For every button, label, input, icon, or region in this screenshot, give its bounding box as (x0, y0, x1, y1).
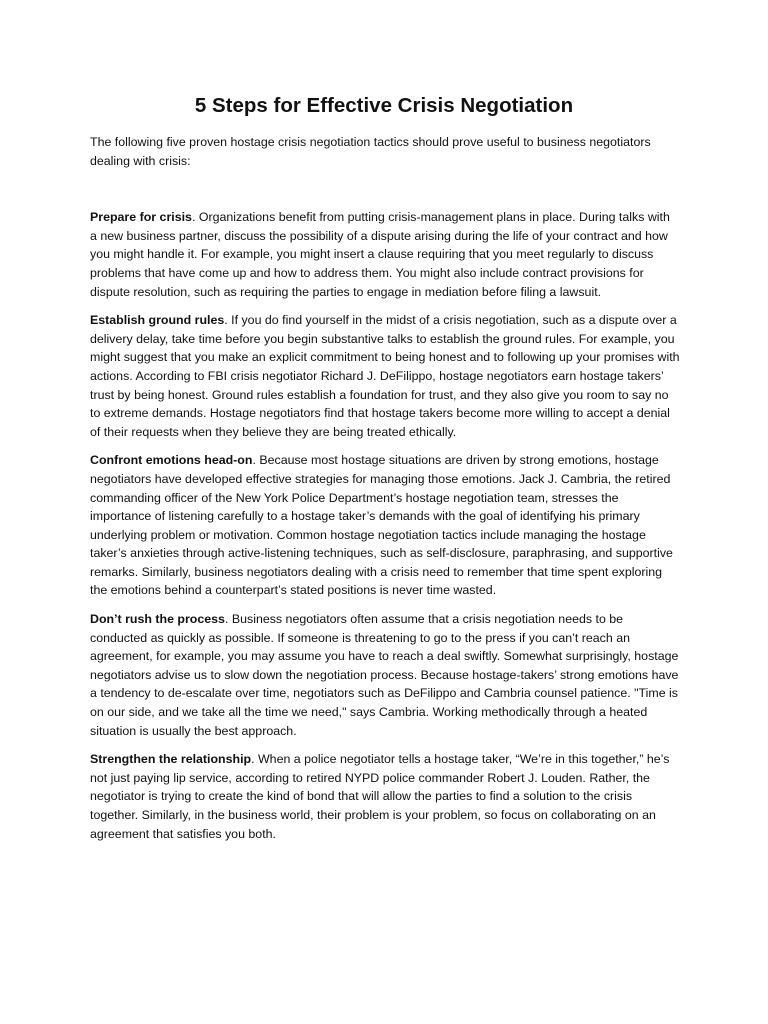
intro-paragraph: The following five proven hostage crisis negotiation tactics should prove useful to business negotiators dealing with crisis: (90, 135, 651, 168)
section-body: . When a police negotiator tells a hostage taker, “We’re in this together,” he’s not just paying lip service, according to retired NYPD police commander Robert J. Louden. Rather, the negotiator is trying to create the kind of bond that will allow the parties to find a solution to the crisis together. Similarly, in the business world, their problem is your problem, so focus on collaborating on an agreement that satisfies you both. (90, 752, 670, 841)
section-heading: Don’t rush the process (90, 612, 225, 627)
section-heading: Establish ground rules (90, 313, 225, 328)
document-title: 5 Steps for Effective Crisis Negotiation (194, 94, 574, 117)
section-body: . Because most hostage situations are driven by strong emotions, hostage negotiators have developed effective strategies for managing those emotions. Jack J. Cambria, the retired commanding officer of the New York Police Department’s hostage negotiation team, stresses the importance of listening carefully to a hostage taker’s demands with the goal of identifying his primary underlying problem or motivation. Common hostage negotiation tactics include managing the hostage taker’s anxieties through active-listening techniques, such as self-disclosure, paraphrasing, and supportive remarks. Similarly, business negotiators dealing with a crisis need to remember that time spent exploring the emotions behind a counterpart’s stated positions is never time wasted. (90, 453, 673, 598)
document-body (90, 133, 680, 853)
section-heading: Prepare for crisis (90, 210, 192, 225)
section-strengthen-the-relationship (90, 750, 680, 843)
section-heading: Strengthen the relationship (90, 752, 252, 767)
section-dont-rush-the-process (90, 610, 680, 740)
section-body: . Organizations benefit from putting crisis-management plans in place. During talks with a new business partner, discuss the possibility of a dispute arising during the life of your contract and how you might handle it. For example, you might insert a clause requiring that you meet regularly to discuss problems that have come up and how to address them. You might also include contract provisions for dispute resolution, such as requiring the parties to engage in mediation before filing a lawsuit. (90, 210, 670, 299)
section-body: . Business negotiators often assume that a crisis negotiation needs to be conducted as quickly as possible. If someone is threatening to go to the press if you can’t reach an agreement, for example, you may assume you have to reach a deal swiftly. Somewhat surprisingly, hostage negotiators advise us to slow down the negotiation process. Because hostage-takers’ strong emotions have a tendency to de-escalate over time, negotiators such as DeFilippo and Cambria counsel patience. "Time is on our side, and we take all the time we need," says Cambria. Working methodically through a heated situation is usually the best approach. (90, 612, 679, 738)
section-body: . If you do find yourself in the midst of a crisis negotiation, such as a dispute over a delivery delay, take time before you begin substantive talks to establish the ground rules. For example, you might suggest that you make an explicit commitment to being honest and to following up your promises with actions. According to FBI crisis negotiator Richard J. DeFilippo, hostage negotiators earn hostage takers’ trust by being honest. Ground rules establish a foundation for trust, and they also give you room to say no to extreme demands. Hostage negotiators find that hostage takers become more willing to accept a denial of their requests when they believe they are being treated ethically. (90, 313, 680, 439)
section-prepare-for-crisis (90, 208, 680, 301)
section-establish-ground-rules (90, 311, 680, 441)
section-heading: Confront emotions head-on (90, 453, 253, 468)
section-confront-emotions (90, 451, 680, 600)
